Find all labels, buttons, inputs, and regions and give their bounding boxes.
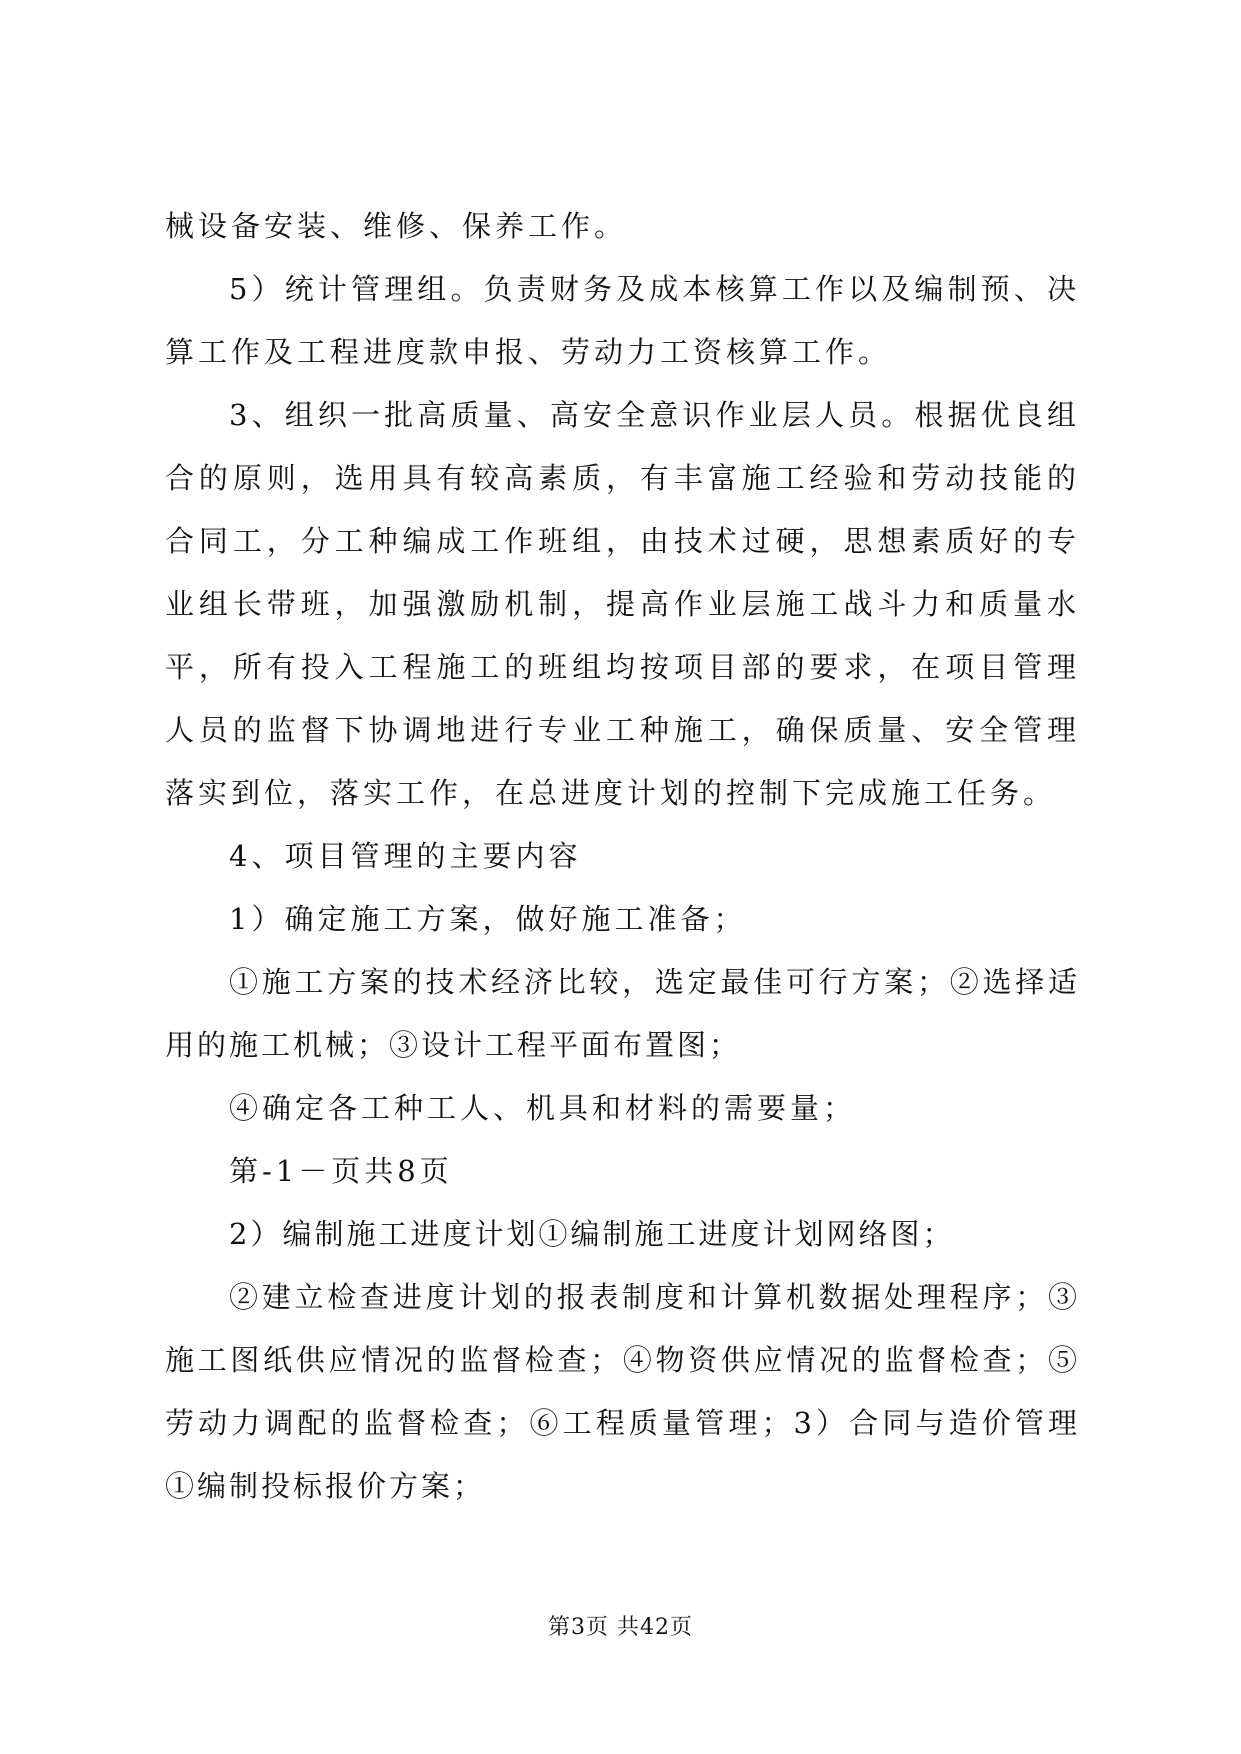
paragraph-continuation: 械设备安装、维修、保养工作。 (165, 209, 628, 243)
page-number-footer: 第3页 共42页 (548, 1615, 693, 1640)
paragraph-plan-items: ①施工方案的技术经济比较，选定最佳可行方案；②选择适用的施工机械；③设计工程平面布置图； (165, 965, 1080, 1062)
heading-project-management-content: 4、项目管理的主要内容 (229, 839, 582, 873)
paragraph-resource-quantities: ④确定各工种工人、机具和材料的需要量； (229, 1091, 857, 1125)
paragraph-schedule-plan: 2）编制施工进度计划①编制施工进度计划网络图； (229, 1217, 955, 1251)
paragraph-progress-inspection: ②建立检查进度计划的报表制度和计算机数据处理程序；③施工图纸供应情况的监督检查；④物资供应情况的监督检查；⑤劳动力调配的监督检查；⑥工程质量管理；3）合同与造价管理①编制投标报价方案； (165, 1280, 1080, 1503)
paragraph-statistics-group: 5）统计管理组。负责财务及成本核算工作以及编制预、决算工作及工程进度款申报、劳动力工资核算工作。 (165, 272, 1080, 369)
paragraph-construction-plan: 1）确定施工方案，做好施工准备； (229, 902, 747, 936)
paragraph-workforce-organization: 3、组织一批高质量、高安全意识作业层人员。根据优良组合的原则，选用具有较高素质，有丰富施工经验和劳动技能的合同工，分工种编成工作班组，由技术过硬，思想素质好的专业组长带班，加强激励机制，提高作业层施工战斗力和质量水平，所有投入工程施工的班组均按项目部的要求，在项目管理人员的监督下协调地进行专业工种施工，确保质量、安全管理落实到位，落实工作，在总进度计划的控制下完成施工任务。 (165, 398, 1080, 810)
document-body (165, 195, 1080, 1518)
inline-page-marker: 第-1－页共8页 (229, 1154, 453, 1188)
